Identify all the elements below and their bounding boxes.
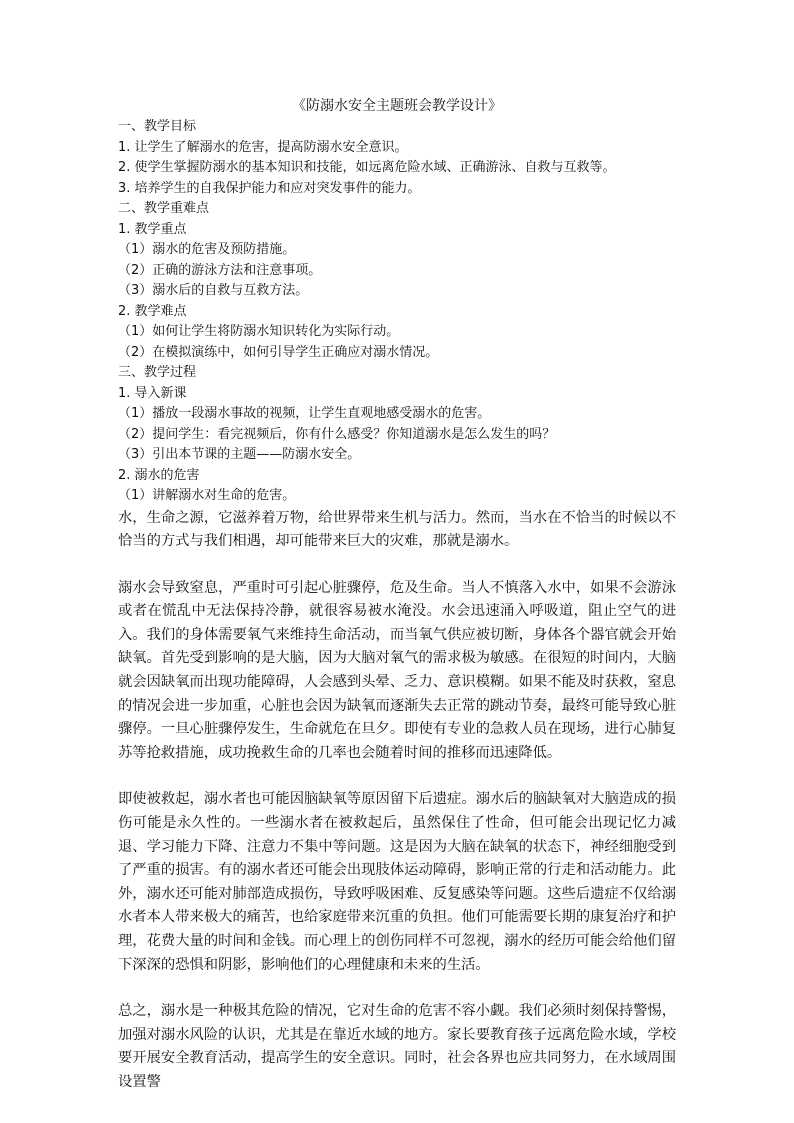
list-item: 3. 培养学生的自我保护能力和应对突发事件的能力。: [118, 180, 421, 196]
paragraph-gap: [118, 765, 676, 788]
list-item: （2）提问学生：看完视频后，你有什么感受？你知道溺水是怎么发生的吗？: [118, 426, 556, 442]
paragraph-gap: [118, 977, 676, 1000]
outline-section: [118, 117, 676, 507]
list-item: 1. 让学生了解溺水的危害，提高防溺水安全意识。: [118, 139, 408, 155]
subsection-heading: 2. 教学难点: [118, 303, 187, 319]
list-item: （1）溺水的危害及预防措施。: [118, 242, 296, 257]
paragraph-suffocation: 溺水会导致窒息，严重时可引起心脏骤停，危及生命。当人不慎落入水中，如果不会游泳或者在慌乱中无法保持冷静，就很容易被水淹没。水会迅速涌入呼吸道，阻止空气的进入。我们的身体需要氧气来维持生命活动，而当氧气供应被切断，身体各个器官就会开始缺氧。首先受到影响的是大脑，因为大脑对氧气的需求极为敏感。在很短的时间内，大脑就会因缺氧而出现功能障碍，人会感到头晕、乏力、意识模糊。如果不能及时获救，窒息的情况会进一步加重，心脏也会因为缺氧而逐渐失去正常的跳动节奏，最终可能导致心脏骤停。一旦心脏骤停发生，生命就危在旦夕。即使有专业的急救人员在现场，进行心肺复苏等抢救措施，成功挽救生命的几率也会随着时间的推移而迅速降低。: [118, 579, 676, 761]
paragraph-sequelae: 即使被救起，溺水者也可能因脑缺氧等原因留下后遗症。溺水后的脑缺氧对大脑造成的损伤可能是永久性的。一些溺水者在被救起后，虽然保住了性命，但可能会出现记忆力减退、学习能力下降、注意力不集中等问题。这是因为大脑在缺氧的状态下，神经细胞受到了严重的损害。有的溺水者还可能会出现肢体运动障碍，影响正常的行走和活动能力。此外，溺水还可能对肺部造成损伤，导致呼吸困难、反复感染等问题。这些后遗症不仅给溺水者本人带来极大的痛苦，也给家庭带来沉重的负担。他们可能需要长期的康复治疗和护理，花费大量的时间和金钱。而心理上的创伤同样不可忽视，溺水的经历可能会给他们留下深深的恐惧和阴影，影响他们的心理健康和未来的生活。: [118, 791, 676, 973]
section-heading: 三、教学过程: [118, 365, 197, 380]
section-heading: 一、教学目标: [118, 119, 197, 134]
list-item: （2）在模拟演练中，如何引导学生正确应对溺水情况。: [118, 344, 439, 360]
list-item: （1）播放一段溺水事故的视频，让学生直观地感受溺水的危害。: [118, 406, 491, 421]
list-item: （1）如何让学生将防溺水知识转化为实际行动。: [118, 324, 400, 339]
subsection-heading: 2. 溺水的危害: [118, 467, 200, 483]
document-title: 《防溺水安全主题班会教学设计》: [292, 98, 502, 114]
paragraph-intro: 水，生命之源，它滋养着万物，给世界带来生机与活力。然而，当水在不恰当的时候以不恰当的方式与我们相遇，却可能带来巨大的灾难，那就是溺水。: [118, 509, 676, 550]
list-item: （2）正确的游泳方法和注意事项。: [118, 262, 322, 278]
body-text: [118, 507, 676, 1095]
list-item: 2. 使学生掌握防溺水的基本知识和技能，如远离危险水域、正确游泳、自救与互救等。: [118, 160, 616, 175]
paragraph-summary: 总之，溺水是一种极其危险的情况，它对生命的危害不容小觑。我们必须时刻保持警惕，加强对溺水风险的认识，尤其是在靠近水域的地方。家长要教育孩子远离危险水域，学校要开展安全教育活动，提高学生的安全意识。同时，社会各界也应共同努力，在水域周围设置警: [118, 1003, 676, 1090]
list-item: （1）讲解溺水对生命的危害。: [118, 488, 296, 503]
paragraph-gap: [118, 554, 676, 577]
subsection-heading: 1. 导入新课: [118, 385, 187, 401]
list-item: （3）溺水后的自救与互救方法。: [118, 283, 309, 298]
section-heading: 二、教学重难点: [118, 201, 210, 216]
subsection-heading: 1. 教学重点: [118, 221, 187, 237]
list-item: （3）引出本节课的主题——防溺水安全。: [118, 447, 361, 462]
